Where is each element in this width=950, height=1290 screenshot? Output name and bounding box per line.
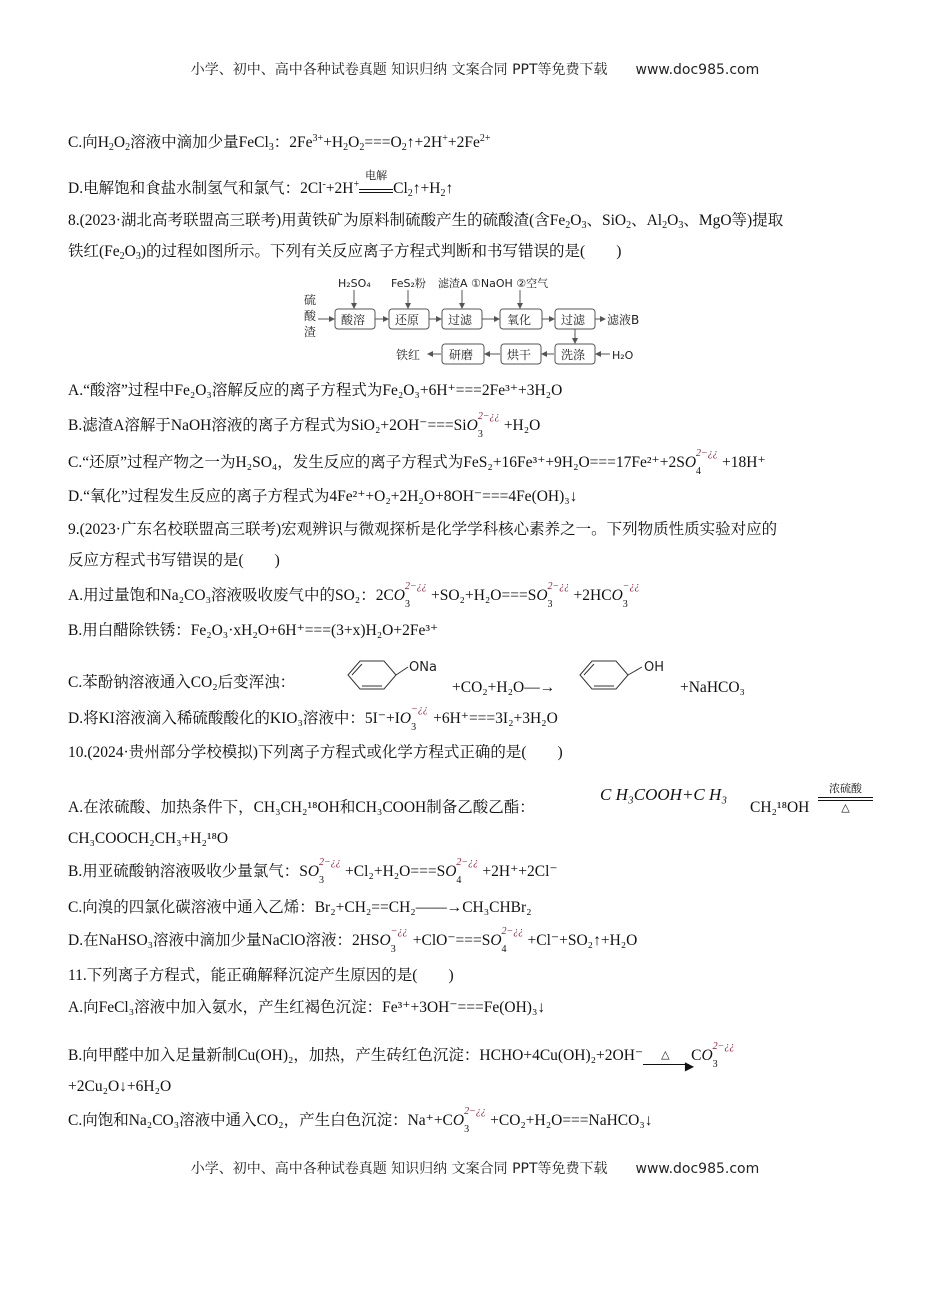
q7-option-c: C.向$H_2O_2$溶液中滴加少量FeCl$_3$：$2Fe^{3+}+H_2O_2===O_2↑+2H^++2Fe^{2+}$ bbox=[68, 133, 491, 153]
q10-option-b: B.用亚硫酸钠溶液吸收少量氯气：SO 2−¿¿ 3 +Cl₂+H₂O===SO 2−¿¿ 4 +2H⁺+2Cl⁻ bbox=[68, 857, 558, 886]
footer-text: 小学、初中、高中各种试卷真题 知识归纳 文案合同 PPT等免费下载 bbox=[190, 1161, 608, 1177]
phenol-structure bbox=[570, 655, 680, 695]
start-char-2: 酸 bbox=[304, 309, 317, 323]
q9-option-c-middle: +CO₂+H₂O—→ bbox=[452, 679, 556, 696]
page-footer bbox=[0, 1158, 950, 1178]
q11-stem: 11.下列离子方程式，能正确解释沉淀产生原因的是( ) bbox=[68, 967, 454, 984]
text-wash: 洗涤 bbox=[561, 348, 586, 362]
q10-stem: 10.(2024·贵州部分学校模拟)下列离子方程式或化学方程式正确的是( ) bbox=[68, 744, 563, 761]
q9-stem-line2: 反应方程式书写错误的是( ) bbox=[68, 552, 280, 569]
text-reduce: 还原 bbox=[395, 313, 420, 327]
q9-stem-line1: 9.(2023·广东名校联盟高三联考)宏观辨识与微观探析是化学学科核心素养之一。下列物质性质实验对应的 bbox=[68, 521, 778, 538]
q11-option-a: A.向FeCl₃溶液中加入氨水，产生红褐色沉淀：Fe³⁺+3OH⁻===Fe(OH)₃↓ bbox=[68, 999, 546, 1016]
oh-label: OH bbox=[644, 660, 665, 675]
q10-option-a-eq: C H₃COOH+C H₃ bbox=[600, 785, 728, 804]
q8-option-b: B.滤渣A溶解于NaOH溶液的离子方程式为SiO₂+2OH⁻===SiO 2−¿¿ 3 +H₂O bbox=[68, 411, 541, 440]
q9-option-b: B.用白醋除铁锈：Fe₂O₃·xH₂O+6H⁺===(3+x)H₂O+2Fe³⁺ bbox=[68, 622, 439, 639]
sodium-phenoxide-structure bbox=[338, 655, 448, 695]
start-char-3: 渣 bbox=[304, 325, 317, 339]
q8-stem-line1: 8.(2023·湖北高考联盟高三联考)用黄铁矿为原料制硫酸产生的硫酸渣(含$Fe_2O_3$、SiO$_2$、$Al_2O_3$、MgO等)提取 bbox=[68, 212, 784, 231]
label-filter-residue: 滤渣A ①NaOH ②空气 bbox=[438, 277, 549, 290]
label-fes2: FeS₂粉 bbox=[391, 277, 426, 290]
ona-label: ONa bbox=[409, 660, 437, 675]
q9-option-d: D.将KI溶液滴入稀硫酸酸化的KIO₃溶液中：5I⁻+IO −¿¿ 3 +6H⁺===3I₂+3H₂O bbox=[68, 704, 558, 733]
text-filter-1: 过滤 bbox=[448, 313, 473, 327]
q10-option-a: A.在浓硫酸、加热条件下，CH₃CH₂¹⁸OH和CH₃COOH制备乙酸乙酯： bbox=[68, 799, 535, 816]
q9-option-c-end: +NaHCO₃ bbox=[680, 679, 745, 696]
q7-option-d: D.电解饱和食盐水制氢气和氯气：2Cl-+2H+ 电解 $Cl_2↑+H_2↑$ bbox=[68, 170, 454, 199]
q11-option-b-line2: +2Cu₂O↓+6H₂O bbox=[68, 1078, 172, 1095]
label-h2so4: H₂SO₄ bbox=[338, 277, 371, 290]
header-text: 小学、初中、高中各种试卷真题 知识归纳 文案合同 PPT等免费下载 bbox=[190, 62, 608, 78]
q11-option-c: C.向饱和Na₂CO₃溶液中通入CO₂，产生白色沉淀：Na⁺+CO 2−¿¿ 3 +CO₂+H₂O===NaHCO₃↓ bbox=[68, 1106, 653, 1135]
text-iron-red: 铁红 bbox=[396, 348, 421, 362]
text-grind: 研磨 bbox=[449, 348, 474, 362]
q10-option-d: D.在NaHSO₃溶液中滴加少量NaClO溶液：2HSO −¿¿ 3 +ClO⁻===SO 2−¿¿ 4 +Cl⁻+SO₂↑+H₂O bbox=[68, 926, 638, 955]
q8-option-d: D.“氧化”过程发生反应的离子方程式为4Fe²⁺+O₂+2H₂O+8OH⁻===4Fe(OH)₃↓ bbox=[68, 488, 578, 505]
text-oxidize: 氧化 bbox=[507, 313, 532, 327]
q10-option-c: C.向溴的四氯化碳溶液中通入乙烯：Br₂+CH₂==CH₂——→CH₃CHBr₂ bbox=[68, 899, 532, 916]
q8-option-a: A.“酸溶”过程中Fe₂O₃溶解反应的离子方程式为Fe₂O₃+6H⁺===2Fe³⁺+3H₂O bbox=[68, 382, 563, 399]
conc-h2so4-condition: 浓硫酸 △ bbox=[818, 780, 873, 814]
footer-url[interactable]: www.doc985.com bbox=[635, 1161, 760, 1177]
q8-option-c: C.“还原”过程产物之一为H₂SO₄，发生反应的离子方程式为FeS₂+16Fe³⁺+9H₂O===17Fe²⁺+2SO 2−¿¿ 4 +18H⁺ bbox=[68, 448, 766, 477]
text-dry: 烘干 bbox=[507, 348, 532, 362]
text-filter-2: 过滤 bbox=[561, 313, 586, 327]
q9-option-c: C.苯酚钠溶液通入CO₂后变浑浊： bbox=[68, 674, 296, 691]
start-char-1: 硫 bbox=[304, 293, 317, 307]
text-water: H₂O bbox=[612, 349, 634, 362]
process-flow-diagram bbox=[290, 272, 650, 372]
header-url[interactable]: www.doc985.com bbox=[635, 62, 760, 78]
q8-stem-line2: 铁红$(Fe_2O_3)$的过程如图所示。下列有关反应离子方程式判断和书写错误的是( ) bbox=[68, 243, 622, 262]
q10-option-a-eq2: CH₂¹⁸OH bbox=[750, 799, 810, 816]
q9-option-a: A.用过量饱和Na₂CO₃溶液吸收废气中的SO₂：2CO 2−¿¿ 3 +SO₂+H₂O===SO 2−¿¿ 3 +2HCO −¿¿ 3 bbox=[68, 581, 640, 610]
text-acid-dissolve: 酸溶 bbox=[341, 313, 366, 327]
electrolysis-condition: 电解 bbox=[359, 179, 393, 193]
q11-option-b: B.向甲醛中加入足量新制Cu(OH)₂，加热，产生砖红色沉淀：HCHO+4Cu(OH)₂+2OH⁻ △ ▶ CO 2−¿¿ 3 bbox=[68, 1041, 735, 1073]
q10-option-a-line2: CH₃COOCH₂CH₃+H₂¹⁸O bbox=[68, 830, 229, 847]
text-filtrate-b: 滤液B bbox=[607, 313, 640, 327]
page-header bbox=[0, 59, 950, 79]
